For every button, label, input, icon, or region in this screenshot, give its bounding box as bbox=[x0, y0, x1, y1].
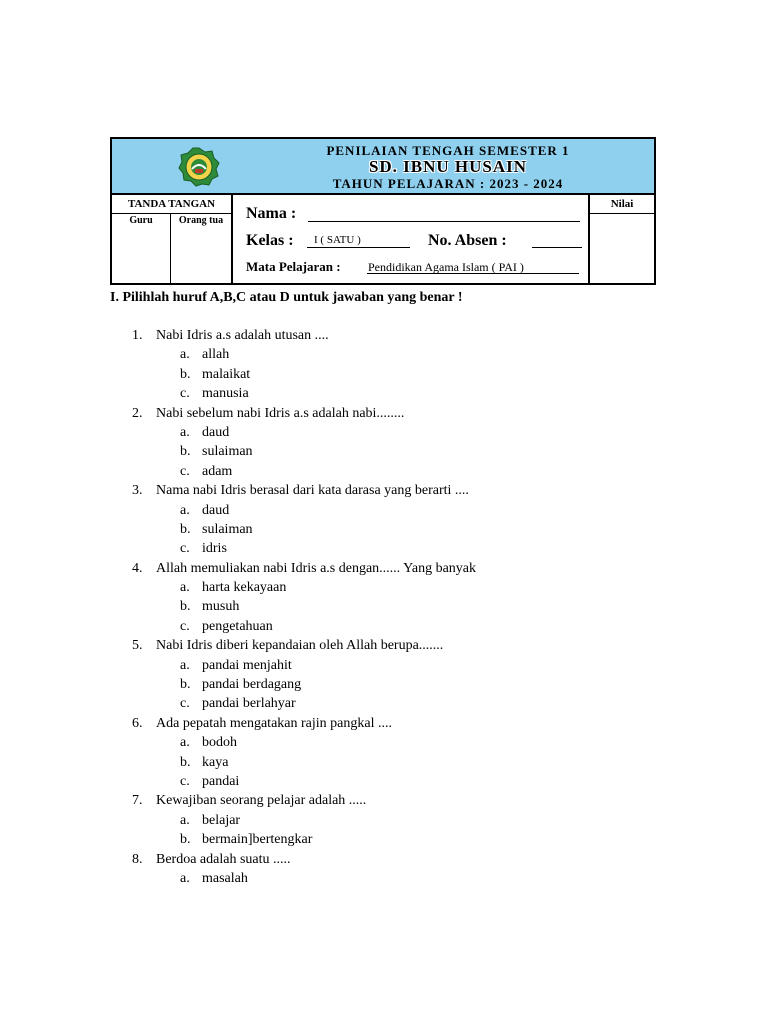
question-text: Nabi Idris diberi kepandaian oleh Allah berupa....... bbox=[156, 638, 444, 654]
school-name: SD. IBNU HUSAIN bbox=[368, 157, 528, 176]
mapel-line bbox=[367, 273, 579, 274]
option-letter: c. bbox=[180, 696, 190, 712]
answer-option bbox=[0, 656, 768, 675]
option-letter: b. bbox=[180, 677, 191, 693]
signature-guru: Guru bbox=[112, 213, 171, 283]
option-text: pandai berdagang bbox=[202, 677, 302, 693]
answer-option bbox=[0, 345, 768, 364]
kelas-value: I ( SATU ) bbox=[314, 234, 361, 246]
option-text: daud bbox=[202, 424, 230, 440]
mapel-value: Pendidikan Agama Islam ( PAI ) bbox=[368, 260, 524, 274]
answer-option bbox=[0, 520, 768, 539]
question-text: Nabi Idris a.s adalah utusan .... bbox=[156, 328, 329, 343]
option-letter: a. bbox=[180, 735, 190, 751]
option-letter: a. bbox=[180, 502, 190, 518]
question-number: 2. bbox=[132, 405, 143, 421]
question-item bbox=[0, 850, 768, 869]
option-letter: c. bbox=[180, 386, 190, 402]
title-banner bbox=[112, 139, 654, 195]
question-item bbox=[0, 559, 768, 578]
option-letter: c. bbox=[180, 773, 190, 789]
answer-option bbox=[0, 539, 768, 558]
answer-option bbox=[0, 578, 768, 597]
nama-label: Nama : bbox=[246, 205, 297, 222]
question-item bbox=[0, 481, 768, 500]
question-text: Nabi sebelum nabi Idris a.s adalah nabi........ bbox=[156, 405, 405, 421]
answer-option bbox=[0, 811, 768, 830]
option-text: pandai menjahit bbox=[202, 657, 292, 673]
signature-title: TANDA TANGAN bbox=[112, 195, 231, 214]
option-text: harta kekayaan bbox=[202, 580, 287, 596]
question-text: Nama nabi Idris berasal dari kata darasa yang berarti .... bbox=[156, 483, 469, 499]
academic-year: TAHUN PELAJARAN : 2023 - 2024 bbox=[332, 176, 564, 191]
nilai-label: Nilai bbox=[590, 195, 654, 214]
option-letter: c. bbox=[180, 618, 190, 634]
option-letter: a. bbox=[180, 424, 190, 440]
answer-option bbox=[0, 365, 768, 384]
option-letter: a. bbox=[180, 657, 190, 673]
kelas-line bbox=[307, 247, 410, 248]
answer-option bbox=[0, 501, 768, 520]
question-item bbox=[0, 791, 768, 810]
option-text: allah bbox=[202, 347, 230, 363]
question-text: Ada pepatah mengatakan rajin pangkal .... bbox=[156, 715, 392, 731]
option-text: sulaiman bbox=[202, 521, 253, 537]
question-number: 5. bbox=[132, 638, 143, 654]
answer-option bbox=[0, 869, 768, 888]
option-text: pengetahuan bbox=[202, 618, 273, 634]
option-text: daud bbox=[202, 502, 230, 518]
option-letter: b. bbox=[180, 599, 191, 615]
mapel-label: Mata Pelajaran : bbox=[246, 259, 341, 274]
question-number: 3. bbox=[132, 483, 143, 499]
answer-option bbox=[0, 772, 768, 791]
question-number: 7. bbox=[132, 793, 143, 809]
kelas-label: Kelas : bbox=[246, 232, 294, 249]
option-text: malaikat bbox=[202, 366, 251, 382]
nama-line bbox=[308, 221, 580, 222]
option-letter: a. bbox=[180, 580, 190, 596]
option-letter: a. bbox=[180, 870, 190, 886]
option-letter: b. bbox=[180, 754, 191, 770]
option-text: manusia bbox=[202, 386, 249, 402]
option-text: masalah bbox=[202, 870, 248, 886]
question-item bbox=[0, 326, 768, 345]
option-text: belajar bbox=[202, 812, 241, 828]
option-letter: c. bbox=[180, 463, 190, 479]
option-text: pandai bbox=[202, 773, 240, 789]
answer-option bbox=[0, 753, 768, 772]
question-number: 6. bbox=[132, 715, 143, 731]
question-text: Berdoa adalah suatu ..... bbox=[156, 851, 291, 867]
question-item bbox=[0, 404, 768, 423]
option-text: musuh bbox=[202, 599, 240, 615]
option-text: kaya bbox=[202, 754, 229, 770]
signature-table bbox=[112, 195, 233, 283]
nilai-box bbox=[588, 195, 654, 283]
question-text: Kewajiban seorang pelajar adalah ..... bbox=[156, 793, 367, 809]
question-list bbox=[0, 326, 768, 888]
question-item bbox=[0, 714, 768, 733]
option-letter: b. bbox=[180, 366, 191, 382]
option-letter: b. bbox=[180, 521, 191, 537]
answer-option bbox=[0, 830, 768, 849]
answer-option bbox=[0, 675, 768, 694]
instruction: I. Pilihlah huruf A,B,C atau D untuk jawaban yang benar ! bbox=[110, 290, 463, 305]
absen-line bbox=[532, 247, 582, 248]
question-item bbox=[0, 636, 768, 655]
question-number: 4. bbox=[132, 560, 143, 576]
option-letter: c. bbox=[180, 541, 190, 557]
exam-title: PENILAIAN TENGAH SEMESTER 1 bbox=[326, 143, 570, 158]
option-text: bodoh bbox=[202, 735, 237, 751]
option-text: idris bbox=[202, 541, 227, 557]
answer-option bbox=[0, 694, 768, 713]
answer-option bbox=[0, 597, 768, 616]
option-letter: a. bbox=[180, 347, 190, 363]
answer-option bbox=[0, 423, 768, 442]
option-text: adam bbox=[202, 463, 233, 479]
answer-option bbox=[0, 462, 768, 481]
option-letter: a. bbox=[180, 812, 190, 828]
answer-option bbox=[0, 733, 768, 752]
question-number: 1. bbox=[132, 328, 143, 343]
question-text: Allah memuliakan nabi Idris a.s dengan...... Yang banyak bbox=[156, 560, 476, 576]
option-text: sulaiman bbox=[202, 444, 253, 460]
answer-option bbox=[0, 442, 768, 461]
answer-option bbox=[0, 617, 768, 636]
absen-label: No. Absen : bbox=[428, 232, 507, 249]
question-number: 8. bbox=[132, 851, 143, 867]
option-letter: b. bbox=[180, 832, 191, 848]
answer-option bbox=[0, 384, 768, 403]
signature-orang-tua: Orang tua bbox=[178, 215, 224, 226]
option-text: bermain]bertengkar bbox=[202, 832, 313, 848]
option-text: pandai berlahyar bbox=[202, 696, 296, 712]
exam-header bbox=[110, 137, 656, 285]
option-letter: b. bbox=[180, 444, 191, 460]
